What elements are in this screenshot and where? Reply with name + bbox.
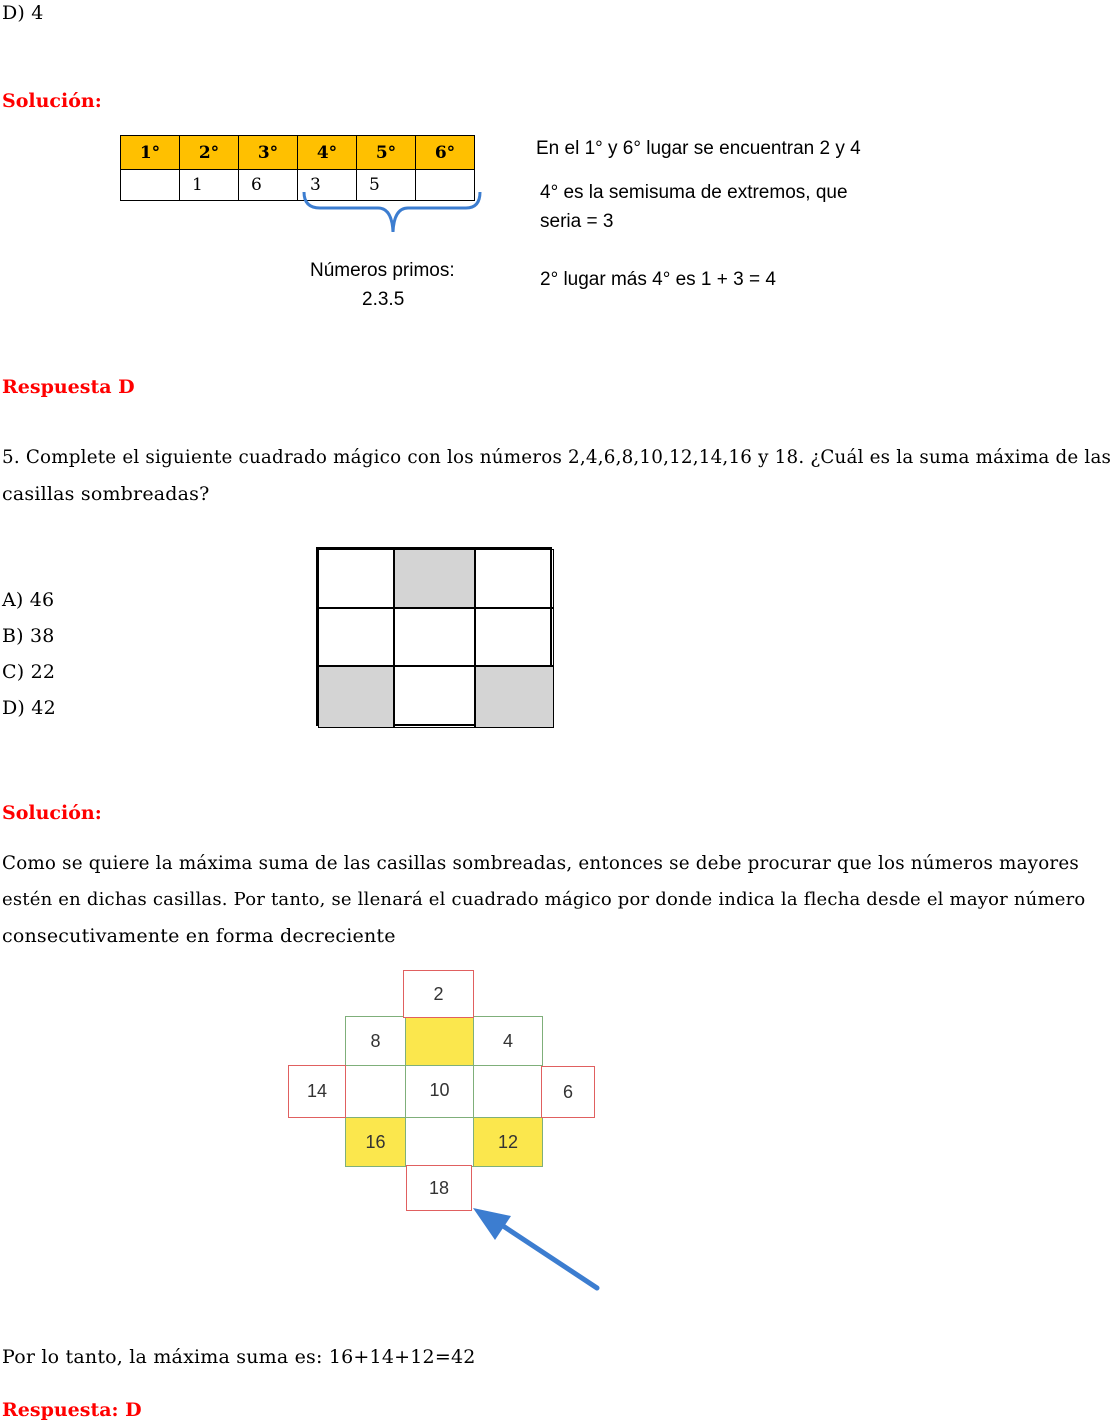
diagram-cell-r1c1: 8: [345, 1016, 406, 1066]
square-cell: [475, 608, 554, 666]
rank-value-1: [121, 170, 180, 201]
rank-header-2: 2°: [180, 136, 239, 170]
diagram-cell-r3c1: 16: [345, 1117, 406, 1167]
square-cell-shaded: [318, 666, 394, 728]
explanation-line1: Como se quiere la máxima suma de las casillas sombreadas, entonces se debe procurar que los números mayores: [2, 853, 1079, 874]
question-5-line2: casillas sombreadas?: [2, 483, 210, 505]
conclusion: Por lo tanto, la máxima suma es: 16+14+12=42: [2, 1346, 476, 1368]
rank-header-5: 5°: [357, 136, 416, 170]
respuesta-2: Respuesta: D: [2, 1399, 142, 1421]
arrow-icon: [465, 1200, 605, 1295]
primes-label: Números primos:: [310, 260, 455, 281]
note-extremes: En el 1° y 6° lugar se encuentran 2 y 4: [536, 138, 861, 159]
diagram-cell-r2c1: [345, 1065, 406, 1118]
square-cell: [394, 608, 475, 666]
respuesta-1: Respuesta D: [2, 376, 135, 398]
note-second-place: 2° lugar más 4° es 1 + 3 = 4: [540, 269, 776, 290]
solucion-heading-1: Solución:: [2, 90, 102, 112]
diagram-cell-r3c3: 12: [473, 1117, 543, 1167]
option-d-previous: D) 4: [2, 2, 44, 24]
rank-header-4: 4°: [298, 136, 357, 170]
rank-header-1: 1°: [121, 136, 180, 170]
diagram-cell-r1c3: 4: [473, 1016, 543, 1066]
square-cell: [475, 549, 554, 608]
option-b: B) 38: [2, 625, 55, 647]
square-cell-shaded: [394, 549, 475, 608]
note-semisum-line1: 4° es la semisuma de extremos, que: [540, 182, 848, 203]
rank-value-5: 5: [357, 170, 416, 201]
rank-value-3: 6: [239, 170, 298, 201]
option-d: D) 42: [2, 697, 56, 719]
square-cell: [394, 666, 475, 728]
diagram-cell-r2c2: 10: [405, 1065, 474, 1118]
diagram-cell-left: 14: [288, 1065, 346, 1118]
diagram-cell-top: 2: [403, 970, 474, 1018]
primes-values: 2.3.5: [362, 289, 405, 310]
diagram-cell-bottom: 18: [406, 1165, 472, 1211]
option-a: A) 46: [2, 589, 55, 611]
rank-value-2: 1: [180, 170, 239, 201]
explanation-line2: estén en dichas casillas. Por tanto, se llenará el cuadrado mágico por donde indica la flecha desde el mayor número: [2, 889, 1086, 910]
magic-square-empty: [316, 547, 552, 726]
square-cell: [318, 549, 394, 608]
note-semisum-line2: seria = 3: [540, 211, 614, 232]
solucion-heading-2: Solución:: [2, 802, 102, 824]
rank-header-6: 6°: [416, 136, 475, 170]
square-cell-shaded: [475, 666, 554, 728]
explanation-line3: consecutivamente en forma decreciente: [2, 925, 396, 947]
rank-value-4: 3: [298, 170, 357, 201]
diagram-cell-r1c2: [405, 1016, 474, 1066]
question-5-line1: 5. Complete el siguiente cuadrado mágico con los números 2,4,6,8,10,12,14,16 y 18. ¿Cuál es la suma máxima de las: [2, 447, 1111, 468]
option-c: C) 22: [2, 661, 56, 683]
square-cell: [318, 608, 394, 666]
diagram-cell-right: 6: [541, 1066, 595, 1118]
curly-brace: [296, 188, 486, 238]
diagram-cell-r3c2: [405, 1117, 474, 1167]
rank-header-3: 3°: [239, 136, 298, 170]
diagram-cell-r2c3: [473, 1065, 543, 1118]
